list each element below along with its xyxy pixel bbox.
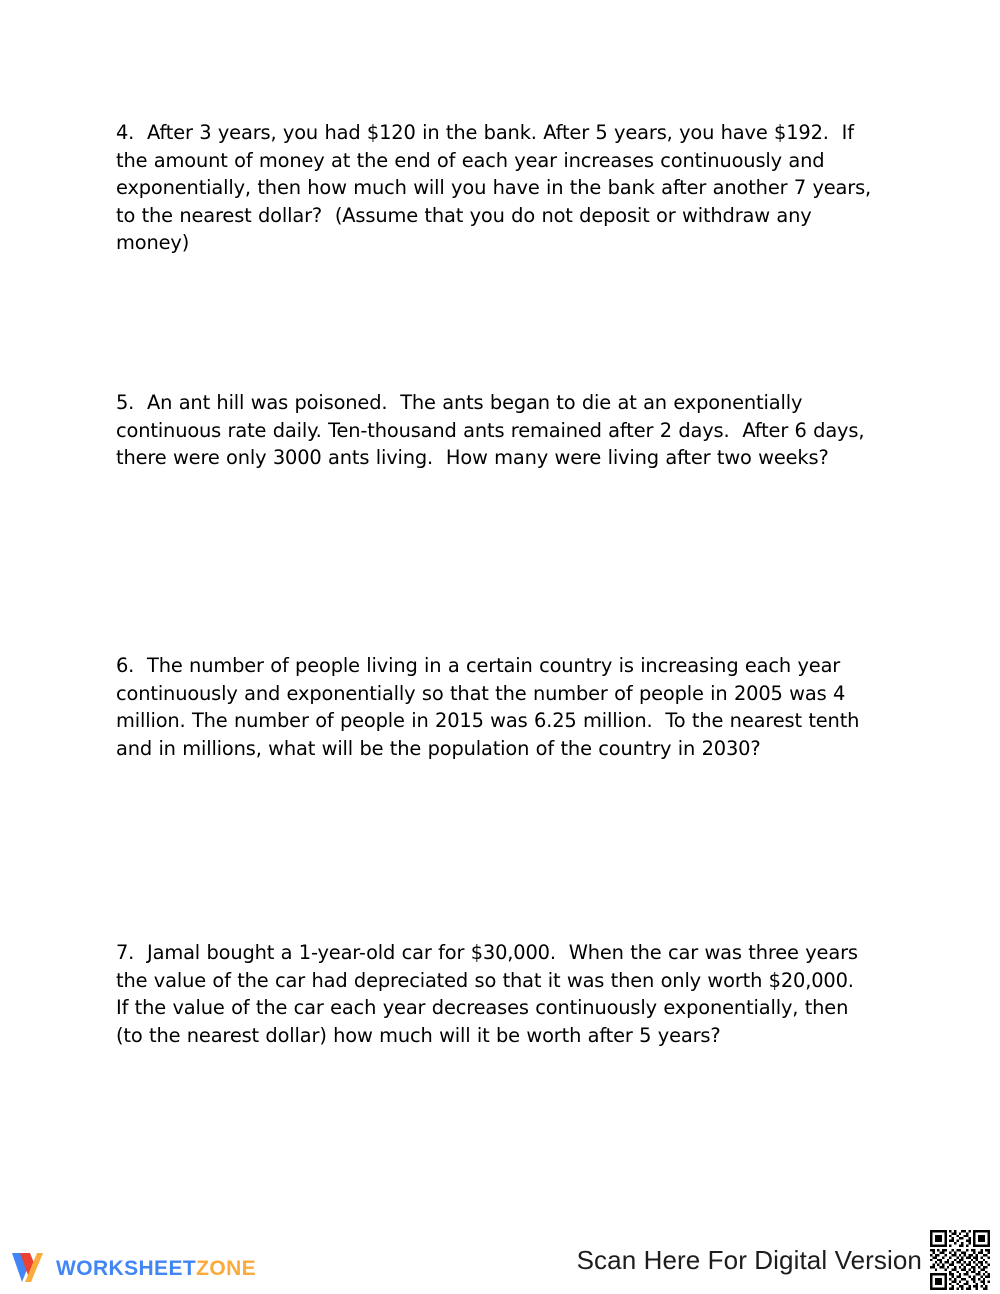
scan-label: Scan Here For Digital Version — [576, 1245, 922, 1275]
brand-name — [56, 1258, 256, 1279]
page-footer — [0, 1220, 1000, 1294]
problem-item-4: 4. After 3 years, you had $120 in the bank. After 5 years, you have $192. If the amount of money at the end of each year increases continuously and exponentially, then how much will you have in the bank after another 7 years, to the nearest dollar? (Assume that you do not deposit or withdraw any money) — [116, 121, 878, 255]
problem-item-5: 5. An ant hill was poisoned. The ants began to die at an exponentially continuous rate daily. Ten-thousand ants remained after 2 days. After 6 days, there were only 3000 ants living. How many were living after two weeks? — [116, 391, 871, 470]
brand-logo — [22, 1248, 256, 1288]
scan-digital-version[interactable] — [577, 1230, 990, 1290]
brand-name-secondary: ZONE — [196, 1256, 257, 1280]
qr-code-icon[interactable] — [930, 1230, 990, 1290]
problem-item-6: 6. The number of people living in a certain country is increasing each year continuously and exponentially so that the number of people in 2005 was 4 million. The number of people in 2015 was 6.25 million. To the nearest tenth and in millions, what will be the population of the country in 2030? — [116, 654, 866, 760]
worksheet-zone-w-mark-icon — [8, 1249, 48, 1287]
brand-name-primary: WORKSHEET — [56, 1256, 197, 1280]
problem-item-7: 7. Jamal bought a 1-year-old car for $30,000. When the car was three years the value of the car had depreciated so that it was then only worth $20,000. If the value of the car each year decreases continuously exponentially, then (to the nearest dollar) how much will it be worth after 5 years? — [116, 941, 867, 1047]
